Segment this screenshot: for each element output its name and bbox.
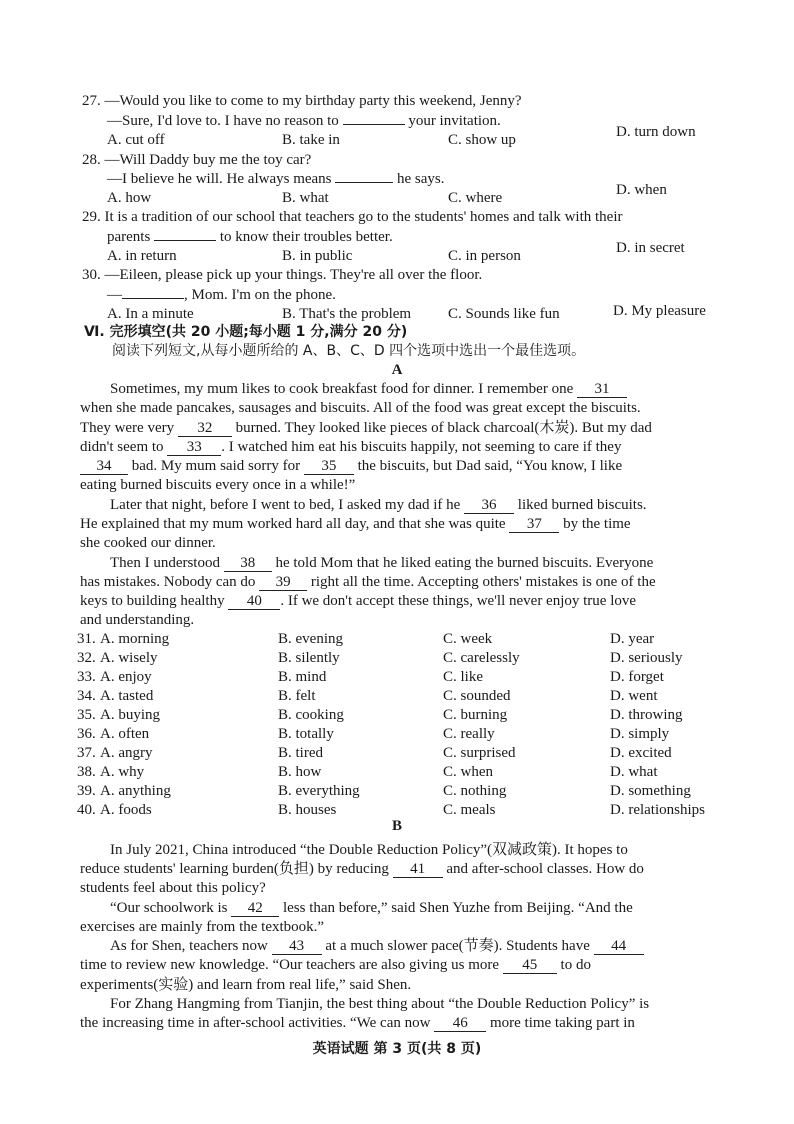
option-d[interactable]: D. went	[610, 688, 658, 704]
passage-b-line: As for Shen, teachers now 43 at a much slower pace(节奏). Students have 44	[0, 937, 794, 956]
option-a[interactable]: A. in return	[107, 248, 177, 264]
option-b[interactable]: B. tired	[278, 745, 323, 761]
option-d[interactable]: D. My pleasure	[613, 303, 706, 319]
question-27-options	[0, 124, 794, 150]
option-c[interactable]: C. sounded	[443, 688, 511, 704]
option-d[interactable]: D. relationships	[610, 802, 705, 818]
option-a[interactable]: A. tasted	[100, 688, 154, 704]
blank-44[interactable]: 44	[594, 938, 644, 955]
option-b[interactable]: B. That's the problem	[282, 306, 412, 322]
option-d[interactable]: D. when	[616, 182, 667, 198]
blank-45[interactable]: 45	[503, 957, 557, 974]
option-c[interactable]: C. week	[443, 631, 493, 647]
item-number: 40.	[77, 802, 96, 818]
options-row-33	[0, 668, 794, 687]
option-d[interactable]: D. in secret	[616, 240, 685, 256]
option-c[interactable]: C. really	[443, 726, 495, 742]
option-c[interactable]: C. surprised	[443, 745, 516, 761]
passage-b-line: students feel about this policy?	[80, 880, 266, 896]
passage-a-line: Sometimes, my mum likes to cook breakfast food for dinner. I remember one 31	[0, 380, 794, 399]
question-30-line2: — , Mom. I'm on the phone.	[107, 287, 336, 303]
passage-a-line: didn't seem to 33 . I watched him eat his biscuits happily, not seeming to care if they	[80, 439, 622, 455]
passage-b-line: reduce students' learning burden(负担) by reducing 41 and after-school classes. How do	[80, 861, 644, 877]
option-b[interactable]: B. in public	[282, 248, 353, 264]
page-footer: 英语试题 第 3 页(共 8 页)	[312, 1041, 482, 1057]
option-a[interactable]: A. how	[107, 190, 152, 206]
option-a[interactable]: A. foods	[100, 802, 152, 818]
options-row-34	[0, 687, 794, 706]
question-28-line2: —I believe he will. He always means he says.	[107, 171, 445, 187]
answer-blank[interactable]	[335, 182, 393, 183]
option-b[interactable]: B. mind	[278, 669, 327, 685]
passage-a-label: A	[391, 362, 403, 378]
option-a[interactable]: A. wisely	[100, 650, 158, 666]
passage-a-line: He explained that my mum worked hard all day, and that she was quite 37 by the time	[80, 516, 631, 532]
option-d[interactable]: D. excited	[610, 745, 672, 761]
blank-35[interactable]: 35	[304, 458, 354, 475]
passage-a-line: 34 bad. My mum said sorry for 35 the biscuits, but Dad said, “You know, I like	[0, 457, 794, 476]
option-b[interactable]: B. take in	[282, 132, 340, 148]
passage-b-line: the increasing time in after-school activities. “We can now 46 more time taking part in	[80, 1015, 635, 1031]
option-b[interactable]: B. totally	[278, 726, 334, 742]
option-c[interactable]: C. nothing	[443, 783, 507, 799]
option-a[interactable]: A. buying	[100, 707, 160, 723]
option-b[interactable]: B. how	[278, 764, 322, 780]
question-30-options	[0, 305, 794, 324]
item-number: 32.	[77, 650, 96, 666]
blank-36[interactable]: 36	[464, 497, 514, 514]
passage-b-line: In July 2021, China introduced “the Double Reduction Policy”(双减政策). It hopes to	[110, 842, 628, 858]
blank-40[interactable]: 40	[228, 593, 280, 610]
blank-46[interactable]: 46	[434, 1015, 486, 1032]
item-number: 34.	[77, 688, 96, 704]
option-a[interactable]: A. often	[100, 726, 150, 742]
passage-a-line: Then I understood 38 he told Mom that he liked eating the burned biscuits. Everyone	[110, 555, 654, 571]
passage-a-line: keys to building healthy 40 . If we don't accept these things, we'll never enjoy true love	[80, 593, 637, 609]
passage-a-line: They were very 32 burned. They looked like pieces of black charcoal(木炭). But my dad	[80, 420, 652, 436]
section-title: Ⅵ. 完形填空(共 20 小题;每小题 1 分,满分 20 分)	[84, 324, 408, 340]
option-c[interactable]: C. like	[443, 669, 483, 685]
option-a[interactable]: A. angry	[100, 745, 153, 761]
options-row-35	[0, 706, 794, 725]
option-d[interactable]: D. year	[610, 631, 655, 647]
item-number: 38.	[77, 764, 96, 780]
blank-41[interactable]: 41	[393, 861, 443, 878]
section-instruction: 阅读下列短文,从每小题所给的 A、B、C、D 四个选项中选出一个最佳选项。	[112, 343, 586, 359]
option-c[interactable]: C. in person	[448, 248, 521, 264]
item-number: 31.	[77, 631, 96, 647]
question-29-options	[0, 240, 794, 266]
option-b[interactable]: B. everything	[278, 783, 360, 799]
options-row-32	[0, 649, 794, 668]
option-a[interactable]: A. cut off	[107, 132, 165, 148]
option-c[interactable]: C. when	[443, 764, 493, 780]
question-30: 30. —Eileen, please pick up your things. They're all over the floor.	[82, 267, 483, 283]
options-row-36	[0, 725, 794, 744]
options-row-31	[0, 630, 794, 649]
option-b[interactable]: B. evening	[278, 631, 343, 647]
question-27-line2: —Sure, I'd love to. I have no reason to your invitation.	[107, 113, 501, 129]
option-d[interactable]: D. forget	[610, 669, 664, 685]
option-d[interactable]: D. something	[610, 783, 691, 799]
option-d[interactable]: D. simply	[610, 726, 670, 742]
question-28: 28. —Will Daddy buy me the toy car?	[82, 152, 312, 168]
item-number: 35.	[77, 707, 96, 723]
option-d[interactable]: D. what	[610, 764, 658, 780]
option-b[interactable]: B. felt	[278, 688, 316, 704]
answer-blank[interactable]	[154, 240, 216, 241]
blank-34[interactable]: 34	[80, 458, 128, 475]
passage-b-line: exercises are mainly from the textbook.”	[80, 919, 325, 935]
passage-b-line: time to review new knowledge. “Our teachers are also giving us more 45 to do	[80, 957, 591, 973]
blank-33[interactable]: 33	[167, 439, 221, 456]
option-c[interactable]: C. meals	[443, 802, 496, 818]
option-a[interactable]: A. morning	[100, 631, 170, 647]
option-b[interactable]: B. silently	[278, 650, 340, 666]
answer-blank[interactable]	[343, 124, 405, 125]
passage-b-line: “Our schoolwork is 42 less than before,” said Shen Yuzhe from Beijing. “And the	[110, 900, 633, 916]
option-a[interactable]: A. anything	[100, 783, 171, 799]
passage-a-line: and understanding.	[80, 612, 195, 628]
passage-a-line: Later that night, before I went to bed, I asked my dad if he 36 liked burned biscuits.	[110, 497, 647, 513]
passage-b-label: B	[391, 818, 402, 834]
blank-38[interactable]: 38	[224, 555, 272, 572]
item-number: 37.	[77, 745, 96, 761]
passage-a-line: eating burned biscuits every once in a while!”	[80, 477, 356, 493]
option-d[interactable]: D. turn down	[616, 124, 696, 140]
options-row-39	[0, 782, 794, 801]
blank-32[interactable]: 32	[178, 420, 232, 437]
question-29-line2: parents to know their troubles better.	[107, 229, 393, 245]
blank-31[interactable]: 31	[577, 381, 627, 398]
question-28-options	[0, 182, 794, 208]
option-c[interactable]: C. burning	[443, 707, 508, 723]
option-d[interactable]: D. throwing	[610, 707, 683, 723]
item-number: 36.	[77, 726, 96, 742]
passage-a-line: when she made pancakes, sausages and biscuits. All of the food was great except the biscuits.	[80, 400, 641, 416]
option-b[interactable]: B. what	[282, 190, 329, 206]
options-row-37	[0, 744, 794, 763]
item-number: 33.	[77, 669, 96, 685]
option-c[interactable]: C. carelessly	[443, 650, 520, 666]
option-a[interactable]: A. enjoy	[100, 669, 152, 685]
passage-a-line: has mistakes. Nobody can do 39 right all the time. Accepting others' mistakes is one of the	[80, 574, 656, 590]
option-b[interactable]: B. cooking	[278, 707, 344, 723]
option-d[interactable]: D. seriously	[610, 650, 683, 666]
passage-b-line: experiments(实验) and learn from real life,” said Shen.	[80, 977, 412, 993]
option-b[interactable]: B. houses	[278, 802, 337, 818]
option-c[interactable]: C. where	[448, 190, 503, 206]
question-27: 27. —Would you like to come to my birthday party this weekend, Jenny?	[82, 93, 522, 109]
blank-39[interactable]: 39	[259, 574, 307, 591]
question-29: 29. It is a tradition of our school that teachers go to the students' homes and talk with their	[82, 209, 623, 225]
option-a[interactable]: A. why	[100, 764, 145, 780]
passage-a-line: she cooked our dinner.	[80, 535, 216, 551]
blank-43[interactable]: 43	[272, 938, 322, 955]
option-c[interactable]: C. Sounds like fun	[448, 306, 560, 322]
option-c[interactable]: C. show up	[448, 132, 516, 148]
passage-b-line: For Zhang Hangming from Tianjin, the best thing about “the Double Reduction Policy” is	[110, 996, 650, 1012]
option-a[interactable]: A. In a minute	[107, 306, 194, 322]
options-row-38	[0, 763, 794, 782]
item-number: 39.	[77, 783, 96, 799]
answer-blank[interactable]	[122, 298, 184, 299]
blank-42[interactable]: 42	[231, 900, 279, 917]
blank-37[interactable]: 37	[509, 516, 559, 533]
